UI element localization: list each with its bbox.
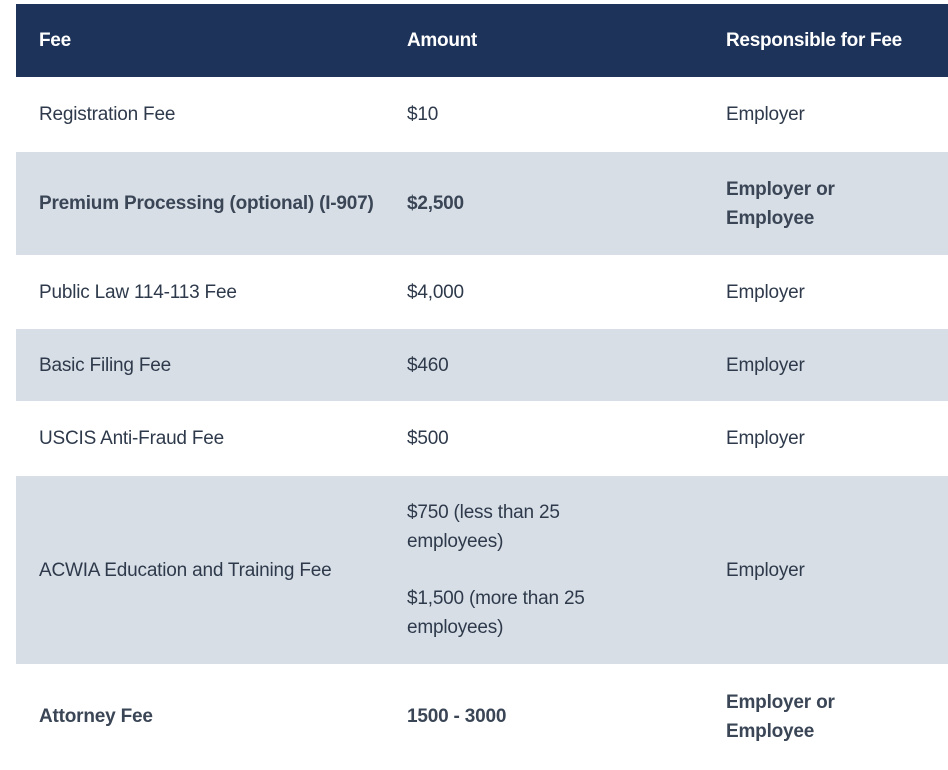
table-row: [16, 664, 948, 769]
fee-cell: Premium Processing (optional) (I-907): [39, 193, 374, 214]
spacer: [407, 556, 603, 584]
table-row: [16, 329, 948, 401]
table-header-row: [16, 4, 948, 77]
table-row: [16, 401, 948, 476]
amount-cell: $10: [407, 104, 439, 125]
fee-cell: ACWIA Education and Training Fee: [39, 559, 332, 581]
table-row: [16, 255, 948, 329]
header-amount: Amount: [407, 29, 477, 51]
amount-cell: $4,000: [407, 281, 464, 303]
amount-cell: 1500 - 3000: [407, 706, 507, 727]
amount-cell: $500: [407, 428, 449, 449]
amount-cell: $2,500: [407, 193, 464, 214]
fee-cell: USCIS Anti-Fraud Fee: [39, 428, 225, 449]
fee-cell: Basic Filing Fee: [39, 354, 171, 376]
responsible-cell: Employer: [726, 428, 805, 449]
responsible-cell: Employer: [726, 559, 805, 581]
table-row: [16, 152, 948, 255]
fee-cell: Public Law 114-113 Fee: [39, 281, 237, 303]
amount-line: $1,500 (more than 25 employees): [407, 588, 585, 638]
amount-line: $750 (less than 25 employees): [407, 502, 560, 552]
responsible-cell: Employer: [726, 104, 805, 125]
table-row: [16, 77, 948, 152]
responsible-cell: Employer or Employee: [726, 691, 835, 742]
responsible-cell: Employer: [726, 281, 805, 303]
header-responsible: Responsible for Fee: [726, 29, 902, 51]
fee-cell: Registration Fee: [39, 104, 176, 125]
amount-cell: [384, 476, 703, 664]
amount-cell: $460: [407, 354, 449, 376]
table-row: [16, 476, 948, 664]
responsible-cell: Employer: [726, 354, 805, 376]
fee-cell: Attorney Fee: [39, 706, 153, 727]
header-fee: Fee: [39, 29, 71, 51]
responsible-cell: Employer or Employee: [726, 178, 835, 229]
fee-table: [16, 4, 948, 769]
